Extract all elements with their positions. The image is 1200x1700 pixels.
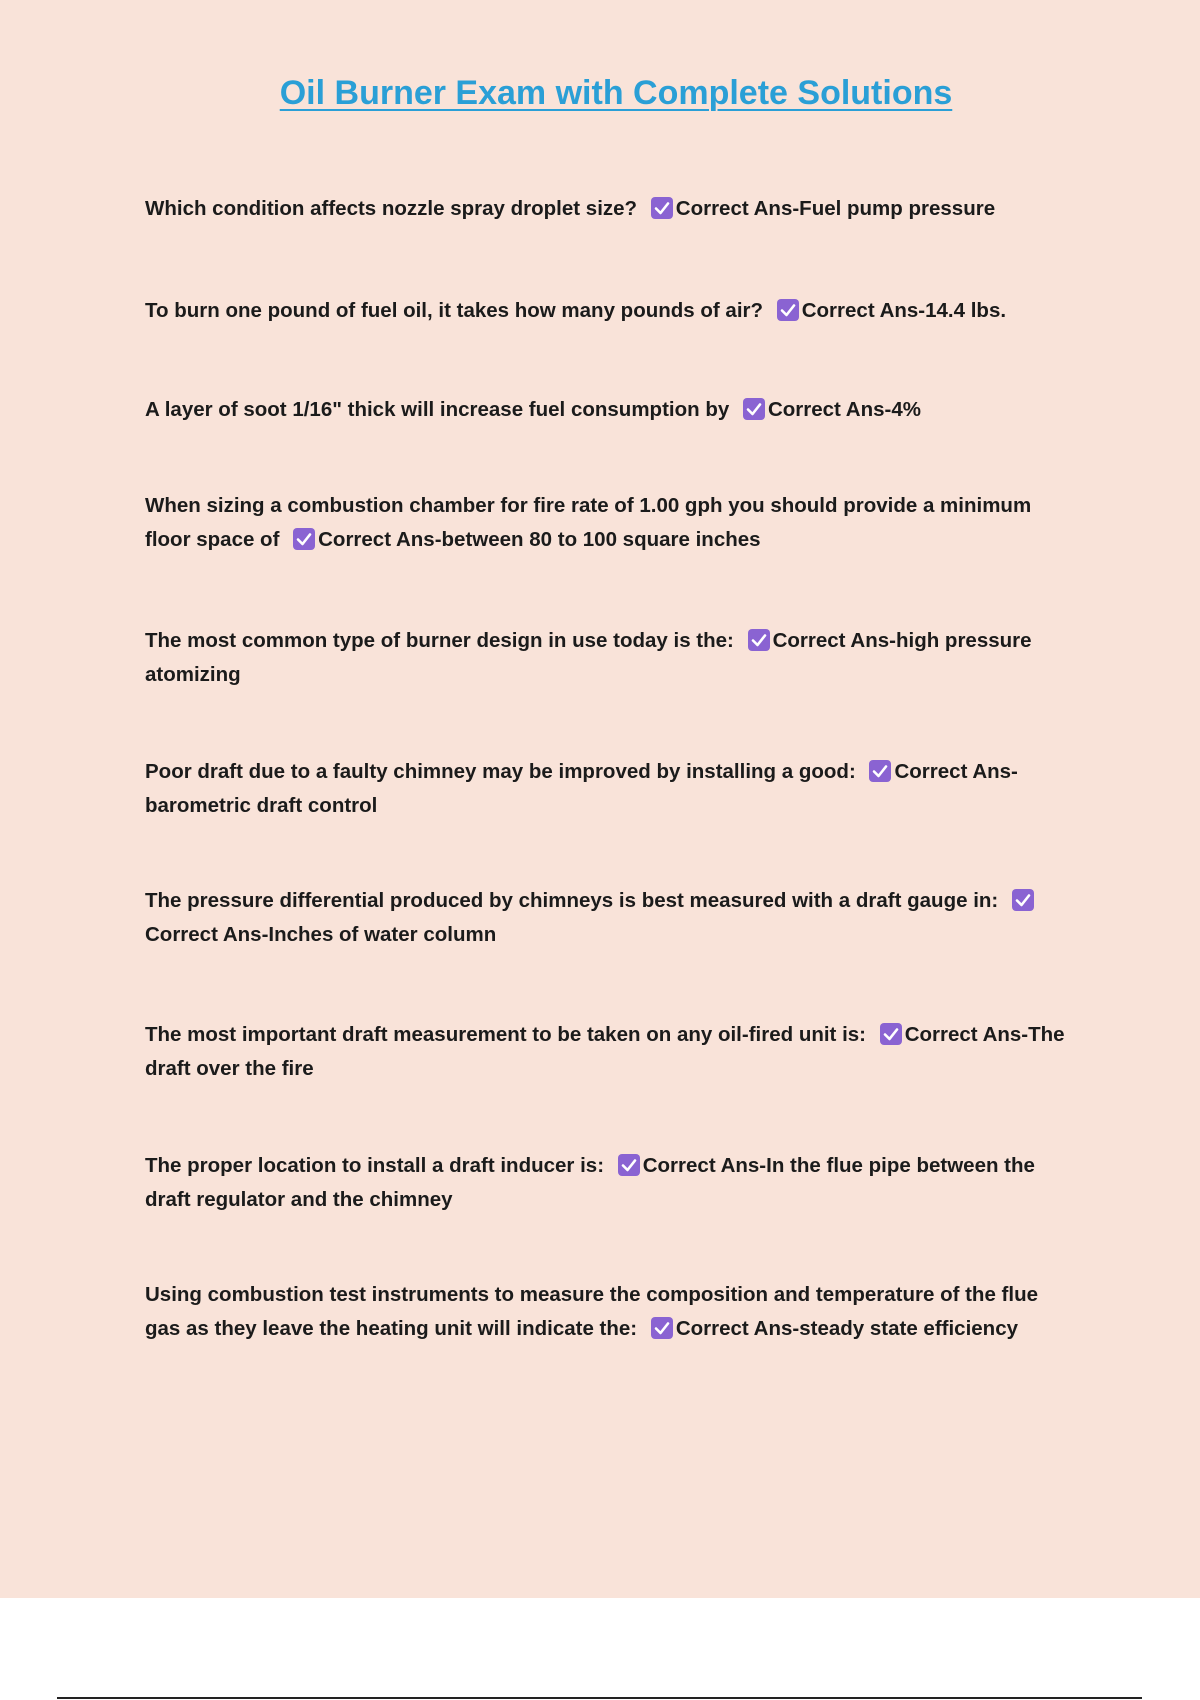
- qa-item-10: [145, 1278, 1075, 1346]
- qa-item-5: [145, 624, 1075, 692]
- checkbox-checked-icon: [880, 1023, 902, 1045]
- qa-item-3: [145, 393, 1075, 427]
- answer-text: Correct Ans-high pressure atomizing: [145, 629, 1032, 686]
- qa-item-9: [145, 1149, 1075, 1217]
- answer-text: Correct Ans-14.4 lbs.: [801, 299, 1007, 322]
- question-text: Poor draft due to a faulty chimney may be improved by installing a good:: [145, 760, 856, 783]
- checkbox-checked-icon: [651, 1317, 673, 1339]
- question-text: A layer of soot 1/16" thick will increase fuel consumption by: [145, 398, 730, 421]
- question-text: To burn one pound of fuel oil, it takes how many pounds of air?: [145, 299, 764, 322]
- checkbox-checked-icon: [743, 398, 765, 420]
- checkbox-checked-icon: [618, 1154, 640, 1176]
- checkbox-checked-icon: [651, 197, 673, 219]
- page-divider: [57, 1697, 1142, 1699]
- question-text: The pressure differential produced by chimneys is best measured with a draft gauge in:: [145, 889, 999, 912]
- answer-text: Correct Ans-Inches of water column: [145, 923, 497, 946]
- answer-text: Correct Ans-steady state efficiency: [675, 1317, 1019, 1340]
- question-text: Which condition affects nozzle spray droplet size?: [145, 197, 638, 220]
- question-text: The proper location to install a draft inducer is:: [145, 1154, 605, 1177]
- question-text: The most important draft measurement to be taken on any oil-fired unit is:: [145, 1023, 867, 1046]
- answer-text: Correct Ans-In the flue pipe between the draft regulator and the chimney: [145, 1154, 1035, 1211]
- qa-item-6: [145, 755, 1075, 823]
- document-title: Oil Burner Exam with Complete Solutions: [279, 74, 953, 112]
- question-text: Using combustion test instruments to measure the composition and temperature of the flue gas as they leave the heating unit will indicate the:: [145, 1283, 1039, 1340]
- question-text: When sizing a combustion chamber for fire rate of 1.00 gph you should provide a minimum floor space of: [145, 494, 1032, 551]
- checkbox-checked-icon: [293, 528, 315, 550]
- answer-text: Correct Ans-between 80 to 100 square inches: [318, 528, 761, 551]
- question-text: The most common type of burner design in use today is the:: [145, 629, 734, 652]
- answer-text: Correct Ans-4%: [767, 398, 921, 421]
- checkbox-checked-icon: [748, 629, 770, 651]
- checkbox-checked-icon: [1012, 889, 1034, 911]
- answer-text: Correct Ans-barometric draft control: [145, 760, 1018, 817]
- qa-item-7: [145, 884, 1075, 952]
- checkbox-checked-icon: [777, 299, 799, 321]
- checkbox-checked-icon: [869, 760, 891, 782]
- answer-text: Correct Ans-Fuel pump pressure: [675, 197, 996, 220]
- qa-item-4: [145, 489, 1075, 557]
- qa-item-2: [145, 294, 1075, 328]
- answer-text: Correct Ans-The draft over the fire: [145, 1023, 1065, 1080]
- qa-item-8: [145, 1018, 1075, 1086]
- qa-item-1: [145, 192, 1075, 226]
